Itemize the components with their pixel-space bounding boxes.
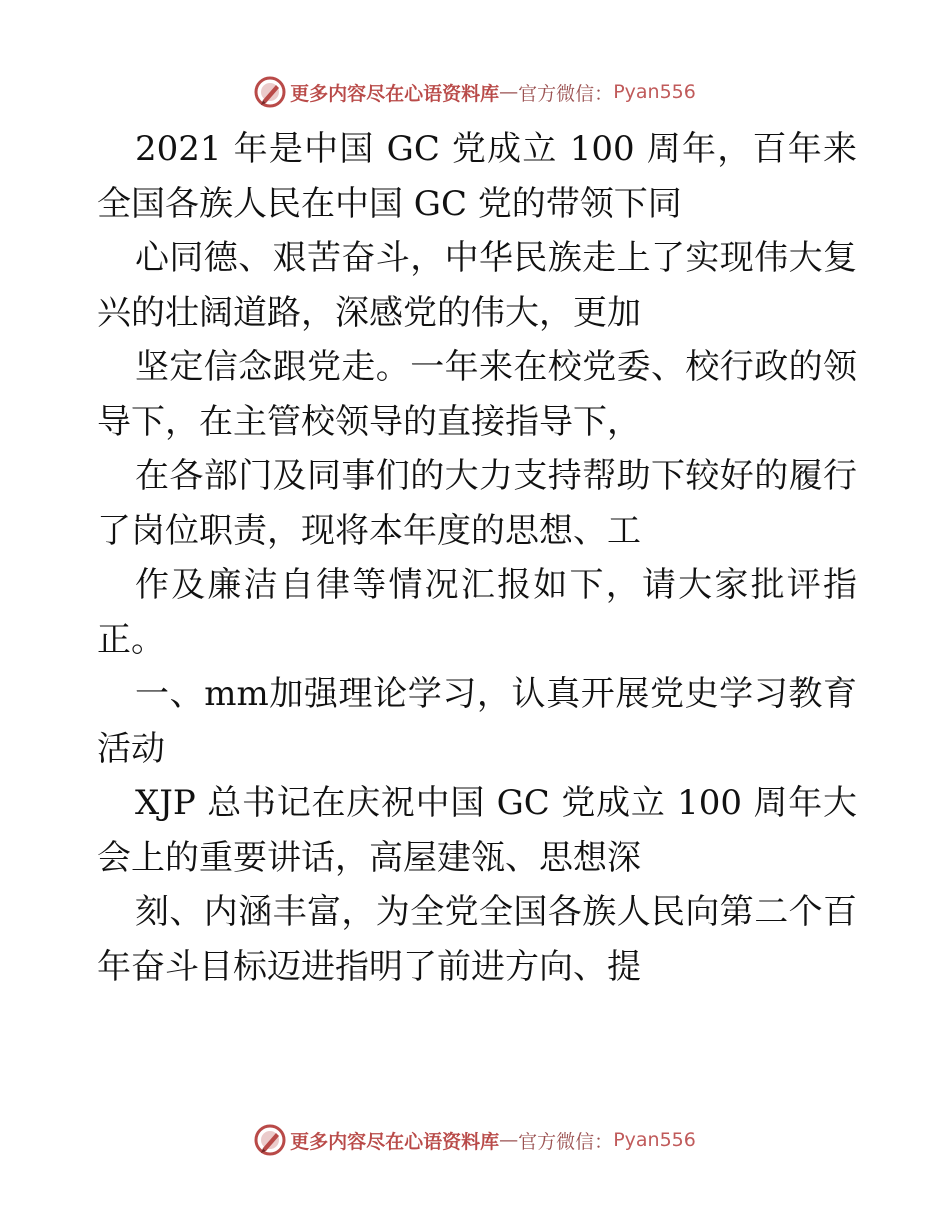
banner-wechat-label: 官方微信：	[518, 1130, 614, 1153]
section-heading: 一、mm加强理论学习，认真开展党史学习教育活动	[97, 674, 857, 769]
watermark-banner-bottom	[0, 1120, 950, 1160]
banner-dash: —	[499, 1129, 519, 1151]
banner-wechat-id: Pyan556	[613, 1129, 696, 1151]
paragraph: 在各部门及同事们的大力支持帮助下较好的履行了岗位职责，现将本年度的思想、工	[97, 456, 857, 551]
paragraph: 2021 年是中国 GC 党成立 100 周年，百年来全国各族人民在中国 GC 党的带领下同	[97, 129, 857, 224]
pen-logo-icon	[254, 1124, 286, 1156]
banner-dash: —	[499, 81, 519, 103]
paragraph: 刻、内涵丰富，为全党全国各族人民向第二个百年奋斗目标迈进指明了前进方向、提	[97, 892, 857, 987]
document-body	[97, 122, 857, 994]
banner-brand-text: 更多内容尽在心语资料库	[290, 82, 500, 105]
banner-brand-text: 更多内容尽在心语资料库	[290, 1130, 500, 1153]
paragraph: XJP 总书记在庆祝中国 GC 党成立 100 周年大会上的重要讲话，高屋建瓴、思想深	[97, 783, 857, 878]
watermark-banner-top	[0, 72, 950, 112]
pen-logo-icon	[254, 76, 286, 108]
paragraph: 作及廉洁自律等情况汇报如下，请大家批评指正。	[97, 565, 857, 660]
banner-wechat-label: 官方微信：	[518, 82, 614, 105]
banner-wechat-id: Pyan556	[613, 81, 696, 103]
paragraph: 坚定信念跟党走。一年来在校党委、校行政的领导下，在主管校领导的直接指导下，	[97, 347, 857, 442]
paragraph: 心同德、艰苦奋斗，中华民族走上了实现伟大复兴的壮阔道路，深感党的伟大，更加	[97, 238, 857, 333]
